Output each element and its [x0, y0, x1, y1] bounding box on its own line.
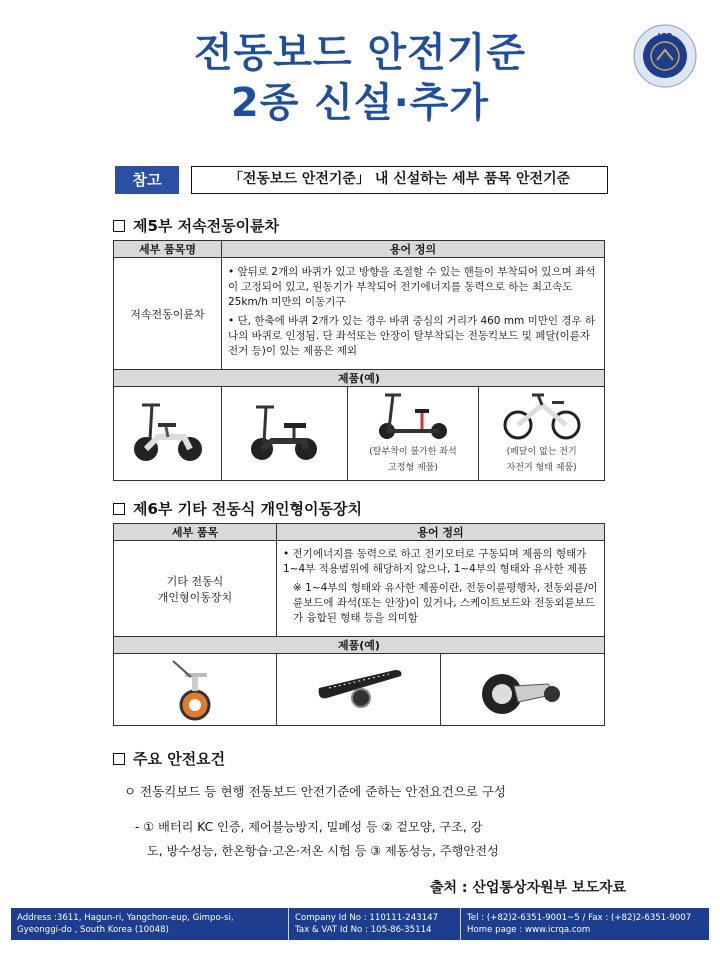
footer-bar	[11, 908, 709, 940]
product-image-2	[222, 387, 348, 481]
product-image-5	[114, 654, 277, 726]
col-item-header: 세부 품목	[114, 524, 277, 541]
products-label: 제품(예)	[114, 370, 605, 387]
product-image-6	[277, 654, 441, 726]
product-image-7	[441, 654, 605, 726]
definition-2: ※ 1~4부의 형태와 유사한 제품이란, 전동이륜평행차, 전동외륜/이륜보드에 좌석(또는 안장)이 있거나, 스케이트보드와 전동외륜보드가 융합된 형태 등을 의미함	[293, 582, 598, 624]
checkbox-square-icon	[113, 503, 125, 515]
section5-table	[113, 240, 605, 481]
col-item-header: 세부 품목명	[114, 241, 222, 258]
source-note: 출처 : 산업통상자원부 보도자료	[430, 880, 627, 896]
icr-logo	[633, 24, 697, 88]
product-image-4	[479, 387, 605, 481]
reference-tag: 참고	[115, 166, 179, 194]
requirement-line-2: - ① 배터리 KC 인증, 제어불능방지, 밀폐성 등 ② 겉모양, 구조, 강	[135, 820, 483, 834]
footer-company-ids: Company Id No : 110111-243147 Tax & VAT Id No : 105-86-35114	[289, 908, 461, 940]
checkbox-square-icon	[113, 220, 125, 232]
section6-table	[113, 523, 605, 726]
definition-2: • 단, 한축에 바퀴 2개가 있는 경우 바퀴 중심의 거리가 460 mm 미만인 경우 하나의 바퀴로 인정됨. 단 좌석또는 안장이 탈부착되는 전동킥보드 및 페달(이륜자전거 등)이 있는 제품은 제외	[228, 314, 596, 357]
col-def-header: 용어 정의	[277, 524, 605, 541]
product-image-1	[114, 387, 222, 481]
page-title-line2: 2종 신설·추가	[230, 80, 490, 126]
footer-address: Address :3611, Hagun-ri, Yangchon-eup, Gimpo-si, Gyeonggi-do , South Korea (10048)	[11, 908, 289, 940]
item-name: 저속전동이륜차	[114, 258, 222, 370]
definition-1: • 전기에너지를 동력으로 하고 전기모터로 구동되며 제품의 형태가 1~4부 적용범위에 해당하지 않으나, 1~4부의 형태와 유사한 제품	[283, 548, 588, 575]
logo-text: ICR	[657, 32, 673, 41]
caption-4-line1: (페달이 없는 전기	[506, 447, 577, 457]
col-def-header: 용어 정의	[222, 241, 605, 258]
definition-1: • 앞뒤로 2개의 바퀴가 있고 방향을 조절할 수 있는 핸들이 부착되어 있으며 좌석이 고정되어 있고, 원동기가 부착되어 전기에너지를 동력으로 하는 최고속도 25km/h 미만의 이동기구	[228, 265, 596, 308]
product-image-3	[347, 387, 479, 481]
caption-4-line2: 자전거 형태 제품)	[506, 463, 577, 473]
page-title-line1: 전동보드 안전기준	[193, 30, 527, 76]
section-req-heading: 주요 안전요건	[113, 748, 225, 769]
requirement-line-3: 도, 방수성능, 한온항습·고온·저온 시험 등 ③ 제동성능, 주행안전성	[147, 844, 499, 858]
reference-heading: 「전동보드 안전기준」 내 신설하는 세부 품목 안전기준	[191, 166, 608, 194]
requirement-line-1: ㅇ 전동킥보드 등 현행 전동보드 안전기준에 준하는 안전요건으로 구성	[124, 784, 506, 799]
section5-heading: 제5부 저속전동이륜차	[113, 215, 279, 236]
homepage-link[interactable]: Home page : www.icrqa.com	[467, 925, 591, 935]
checkbox-square-icon	[113, 753, 125, 765]
products-label: 제품(예)	[114, 637, 605, 654]
footer-contact: Tel : (+82)2-6351-9001~5 / Fax : (+82)2-6351-9007 Home page : www.icrqa.com	[461, 908, 709, 940]
item-name: 기타 전동식 개인형이동장치	[114, 541, 277, 637]
section6-heading: 제6부 기타 전동식 개인형이동장치	[113, 498, 362, 519]
caption-3-line1: (탈부착이 불가한 좌석	[369, 447, 457, 457]
caption-3-line2: 고정형 제품)	[388, 463, 438, 473]
